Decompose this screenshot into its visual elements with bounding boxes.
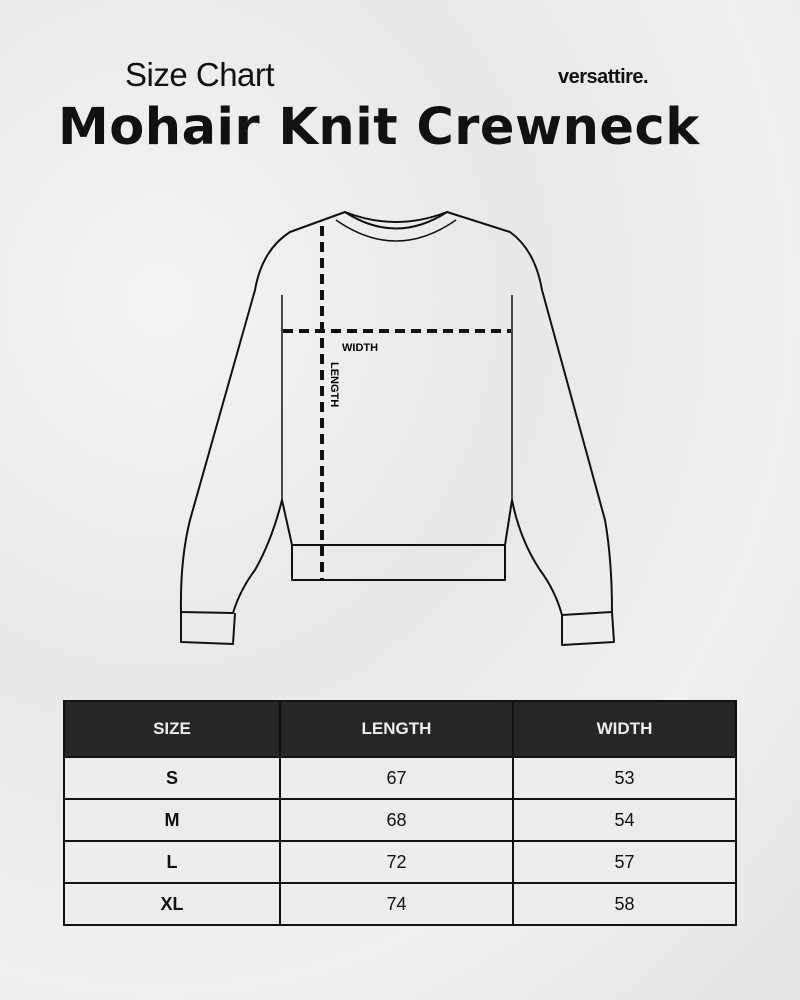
page-title: Mohair Knit Crewneck bbox=[58, 98, 700, 157]
sweater-body bbox=[181, 212, 612, 615]
table-row bbox=[64, 799, 736, 841]
brand-logo: versattire. bbox=[558, 66, 649, 88]
table-row bbox=[64, 757, 736, 799]
width-label: WIDTH bbox=[342, 342, 379, 354]
column-header: SIZE bbox=[64, 701, 280, 757]
size-cell: L bbox=[64, 841, 280, 883]
size-cell: XL bbox=[64, 883, 280, 925]
length-cell: 74 bbox=[280, 883, 513, 925]
subtitle: Size Chart bbox=[125, 56, 275, 93]
column-header: WIDTH bbox=[513, 701, 736, 757]
width-cell: 58 bbox=[513, 883, 736, 925]
table-row bbox=[64, 841, 736, 883]
size-cell: M bbox=[64, 799, 280, 841]
length-label: LENGTH bbox=[328, 362, 340, 408]
width-cell: 54 bbox=[513, 799, 736, 841]
table-row bbox=[64, 883, 736, 925]
width-cell: 57 bbox=[513, 841, 736, 883]
size-table bbox=[63, 700, 737, 926]
length-cell: 72 bbox=[280, 841, 513, 883]
length-cell: 67 bbox=[280, 757, 513, 799]
size-cell: S bbox=[64, 757, 280, 799]
table-header-row bbox=[64, 701, 736, 757]
width-cell: 53 bbox=[513, 757, 736, 799]
length-cell: 68 bbox=[280, 799, 513, 841]
column-header: LENGTH bbox=[280, 701, 513, 757]
